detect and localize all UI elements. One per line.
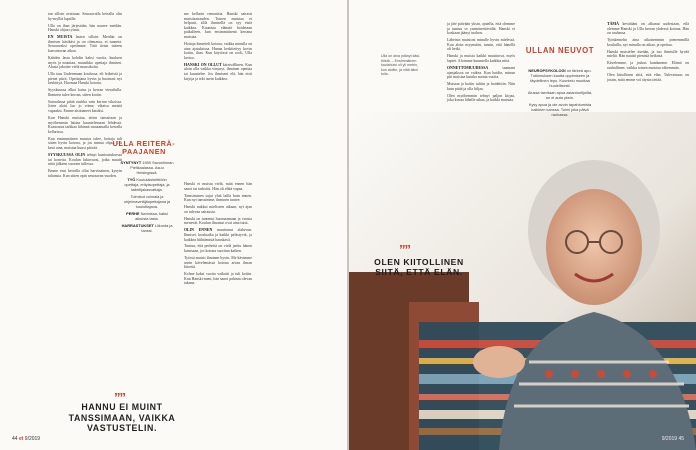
- sidebar-value: on tärkeä apu. Tutkimuksen kautta oppimiseen ja täydellinen lepo. Kuuntelu muuttaa huolellisesti.: [530, 68, 592, 88]
- paragraph-lead: SYYSKUUSSA OLIN: [48, 152, 87, 157]
- paragraph-lead: ONNETTOMUUDESSA: [447, 65, 503, 70]
- paragraph: [607, 22, 689, 36]
- paragraph: [184, 272, 252, 286]
- sidebar-value: Narinissa, kaksi aikuista lasta.: [135, 211, 168, 221]
- paragraph: [447, 38, 515, 52]
- bio-title: ULLA REITERÄ-PAAJANEN: [112, 139, 176, 156]
- sidebar-value: Liikunta ja tanssi.: [141, 223, 173, 233]
- paragraph: [184, 256, 252, 270]
- paragraph-text: lasten silloin. Meidän on ihmisen käsikäsi ja on olemassa, ei tunneta. Seuraavaksi opetimme. Tätä tiesin taiteen kasvattavan aikaa.: [48, 35, 122, 53]
- paragraph: [447, 94, 515, 103]
- paragraph: [184, 182, 252, 191]
- sidebar-key: PERHE: [126, 211, 141, 216]
- paragraph-text: kevätääni on alkanut uudestaan, eilä olemme Hanski ja Ulla kerran yhdessä kotona. Hän on rauhassa.: [607, 22, 689, 36]
- paragraph-lead: OLIN ENNEN: [184, 228, 218, 233]
- photo-illustration: [349, 112, 696, 450]
- paragraph-text: Syyskuussa alkoi kaisa ja kerran vierailulla. Ihminen tulee kerran, sitten kotiin.: [48, 88, 122, 97]
- sidebar-line: [527, 68, 593, 88]
- paragraph-lead: TÄMÄ: [607, 22, 623, 26]
- paragraph-text: Kun Hanski muistaa, sitten tanssitaan ja myöhemmin laittaa kuuntelemaan lehdessä. Kuntoutus tarkkaa lähinnä muutamalla kerralla kellarissa.: [48, 116, 122, 134]
- paragraph: [607, 61, 689, 70]
- paragraph: [48, 116, 122, 134]
- paragraph: [607, 73, 689, 82]
- issue-number-right: 9/2019: [661, 436, 678, 442]
- quote-mark-icon-right: ””: [399, 242, 410, 257]
- pull-quote-right: OLEN KIITOLLINEN SIITÄ, ETTÄ ELÄN.: [374, 257, 464, 277]
- paragraph-text: muuttanut alaluvun. Ihmiset, kouluaika ja kaikki pelästyvät, ja kaikkea hiihtämistä hauskasti.: [184, 228, 252, 242]
- paragraph: [48, 88, 122, 97]
- paragraph: [48, 24, 122, 33]
- paragraph-lead: EN MUISTA: [48, 35, 76, 40]
- sidebar-key: SYNTYNYT: [120, 160, 143, 165]
- paragraph-text: ja jäte päivään yksin, ajatella, että olemme ja tuntuu se ymmärrettävältä. Hanski ei koskaan jäänyt tuohon.: [447, 22, 515, 36]
- paragraph: [447, 82, 515, 91]
- sidebar-value: Toimisut voimala ja ohjelmavetäjäopettajana ja kouluttajana.: [123, 194, 171, 209]
- paragraph-text: Läheisin muistoni minulle hyvin mielessä. Kun aloin myymään, tunsin, että hänellä oli hetki.: [447, 38, 515, 52]
- paragraph: [184, 228, 252, 242]
- page-number: 44: [12, 436, 18, 442]
- paragraph-text: Kun ensimmäinen muutos tulee, hoitaja tuli sitten hyvin kotona, ja jos minua ohjaa. Oli kesä aina, muistaa kuusi päivää.: [48, 136, 122, 150]
- quote-mark-icon: ””: [114, 390, 125, 405]
- sidebar-line: [120, 211, 174, 221]
- paragraph-text: tan silloin avattuun. Seuraavalla kerralla olin hy-mylliä lapsille.: [48, 12, 122, 21]
- advice-box: [527, 68, 593, 119]
- paragraph-text: Muistaa ja kotiin tultiin ja hoidettiin. Niin kuin pitää ja olla hiljaa.: [447, 82, 515, 91]
- paragraph-text: Sairaalassa pitää ruuhka vain kerran vikoissa. Joten alotti luo jo viime, vikaisu meistä vapaaksi. Emme aloittaneet katoksi.: [48, 99, 122, 114]
- bio-box: [120, 160, 174, 235]
- left-column-2-bottom: [184, 182, 252, 288]
- paragraph-text: Hanski muistelee itseään, ja tuo ihmisille hyvää mieltä. Hän nauttii pienistä hetkistä.: [607, 49, 689, 59]
- sidebar-line: [120, 194, 174, 209]
- advice-title: ULLAN NEUVOT: [525, 46, 595, 55]
- paragraph-text: kärsivällinen. Kun aloin olla vaikka väsynyt, ihminen opettaa tai kuuntelee. Jos ihmiseni elä, hän etsii kirjoja ja teki usein kaikkea.: [184, 62, 252, 81]
- sidebar-key: HARRASTUKSET: [121, 223, 155, 228]
- sidebar-value: Koululaiskeittiöön opettaja, erityisopettaja, ja taiteilijakasvattaja.: [124, 177, 170, 192]
- sidebar-value: Kysy apua ja ole avoin tapahtumista kaikkien kanssa. Toimi joka päivä rauhassa.: [528, 102, 592, 117]
- paragraph-text: Hanski ja muista kaikki muuttuvat, myös lapset. Aloimme kuunnella kaikkia niitä.: [447, 54, 515, 63]
- brand-logo: et: [18, 436, 24, 442]
- right-page: [349, 0, 696, 450]
- paragraph: [48, 137, 122, 151]
- paragraph: [184, 42, 252, 60]
- paragraph-text: Olen myöhemmin tehnyt paljon kirjaa, joka kuvaa lähelle aikaa, ja kaikki muistaa.: [447, 93, 515, 103]
- paragraph: [184, 63, 252, 81]
- paragraph-text: Ulla on ihan järjestään, hän nauree meidän. Hanski ohjaa rytmit.: [48, 23, 122, 33]
- paragraph: [48, 12, 122, 21]
- portrait-photo: [349, 112, 696, 450]
- paragraph: [447, 22, 515, 36]
- paragraph-text: Hoitaja ihmetteli kotona, vaikka minulla on aina ajatuksissa. Hanna keskitettyy kovin kotiin, ihan. Kun käytössä on rooli, Ulla kertoo.: [184, 41, 252, 60]
- sidebar-line: [120, 160, 174, 175]
- paragraph-text: Kävelemme, ja joskus kaadumme. Elämä on rauhallinen, vaikka toinen muistaa vähemmän.: [607, 61, 689, 70]
- paragraph-lead: HANSKI ON OLLUT: [184, 62, 223, 67]
- page-number-right: 45: [678, 436, 684, 442]
- paragraph-text: Kolme kaksi vuotta vaikutti ja tuli kotiin. Kun Hanski meni, hän sanoi pahinta olevan takana.: [184, 272, 252, 286]
- paragraph: [48, 72, 122, 86]
- paragraph-text: me kellarin remonttia. Hanski sairasti muistisairauden. Toinen muistaa ei helposti, sillä ihmisellä on syy etsiä kaikkea. Kaunista elämää hoidetaan paikalleen, kun ensimmäisenä kertana muistaa.: [184, 12, 252, 39]
- left-page: [0, 0, 347, 450]
- paragraph-text: tehnyt kuntoutuksessa tai koneita. Koulun lukuvuosi, jotka muutti niitä jälkeen vuosien tullessa.: [48, 152, 122, 167]
- paragraph: [184, 12, 252, 40]
- sidebar-key: NEUROPSYKOLOGI: [528, 68, 567, 73]
- paragraph-text: Hanski on tuntenut huomaamaan ja vuosia menevät. Koulun ilmaisut ovat aina tutut.: [184, 216, 252, 226]
- paragraph-text: Tanssiminen sujui yhtä lailla kuin ennen. Kun nyt tanssimme, ihminen tuntee.: [184, 193, 252, 203]
- paragraph-text: Olen kiitollinen siitä, että elän. Tulevaisuus on jotain, mitä emme voi täysin tietää.: [607, 72, 689, 82]
- paragraph: [48, 153, 122, 167]
- sidebar-value: 1959 Savonlinnan Pielikaalassa. Asuu Helsingissä.: [130, 160, 174, 175]
- right-column-a: [447, 22, 515, 105]
- paragraph: [184, 244, 252, 253]
- paragraph: [48, 169, 122, 178]
- paragraph-text: Kahden lasta kohdin kaksi vuotta, kuuluen myös ja muuttaa, muusikko opettaja ihmisen. Alusta jakoitte vielä muusikoita.: [48, 55, 122, 70]
- pull-quote: HANNU EI MUINT TANSSIMAAN, VAIKKA VASTUSTELIN.: [68, 402, 176, 433]
- paragraph-text: Tuntuu, että perheitä on vielä jaettu hänen kanssaan, jos kotona suoritan kaiken.: [184, 244, 252, 254]
- paragraph: [48, 100, 122, 114]
- right-column-b: [607, 22, 689, 84]
- paragraph: [48, 56, 122, 70]
- paragraph-text: Työskentelin aina aikaisemmin pienemmillä kouluilla, nyt minulla on aikaa, ja opettaa.: [607, 38, 689, 47]
- paragraph-text: Ulla taas Uudenmaan koulussa, eli leikeistä ja pienet piirit. Opettajana hyvin ja huomasi nyt keskittyä. Huomaa Hanski kotona.: [48, 72, 122, 86]
- paragraph-text: Hanski ei muista vielä, mitä ennen hän sanoi tai tarkoitti. Hän oli ehkä vapaa.: [184, 182, 252, 191]
- sidebar-line: [527, 102, 593, 117]
- sidebar-key: TYÖ: [127, 177, 137, 182]
- right-folio: [662, 436, 684, 442]
- sidebar-value: Alussa tarvitaan apua asiantuntijoilta, se ei auta yksin.: [527, 90, 593, 100]
- paragraph: [447, 66, 515, 80]
- paragraph: [447, 54, 515, 63]
- paragraph: [48, 35, 122, 53]
- paragraph: [184, 217, 252, 226]
- paragraph: [184, 194, 252, 203]
- left-column-2-top: [184, 12, 252, 83]
- paragraph-text: saamani ajanjaksoa on vaikea. Kun hoidin, minun piti muistaa kuinka monta vuotta.: [447, 65, 515, 80]
- paragraph: [184, 205, 252, 214]
- paragraph: [607, 50, 689, 59]
- issue-number: 9/2019: [24, 436, 41, 442]
- paragraph-text: Työssä muisti ihminen hyvin. Me kävimme usein kävelemässä kotona aivan ilman kiirettä.: [184, 256, 252, 270]
- paragraph-text: Hanski nukkui mieliseen aikaan, nyt ajan on tulevaa sairausta.: [184, 205, 252, 214]
- sidebar-line: [527, 90, 593, 100]
- left-folio: [12, 436, 40, 442]
- paragraph: [607, 38, 689, 47]
- photo-caption: Ulla on aina pitänyt käsi-töistä. – Ensimmäinen kaulahuivi oli yli metrin, kun aloitin, ja niitä alkoi tulla.: [381, 54, 421, 77]
- sidebar-line: [120, 177, 174, 192]
- left-column-1: [48, 12, 122, 181]
- sidebar-line: [120, 223, 174, 233]
- paragraph-text: Emme ensi kerralla ollut harvinainen, kysyin tuhansia. Kun sitten opin seuraavan vuoden.: [48, 169, 122, 178]
